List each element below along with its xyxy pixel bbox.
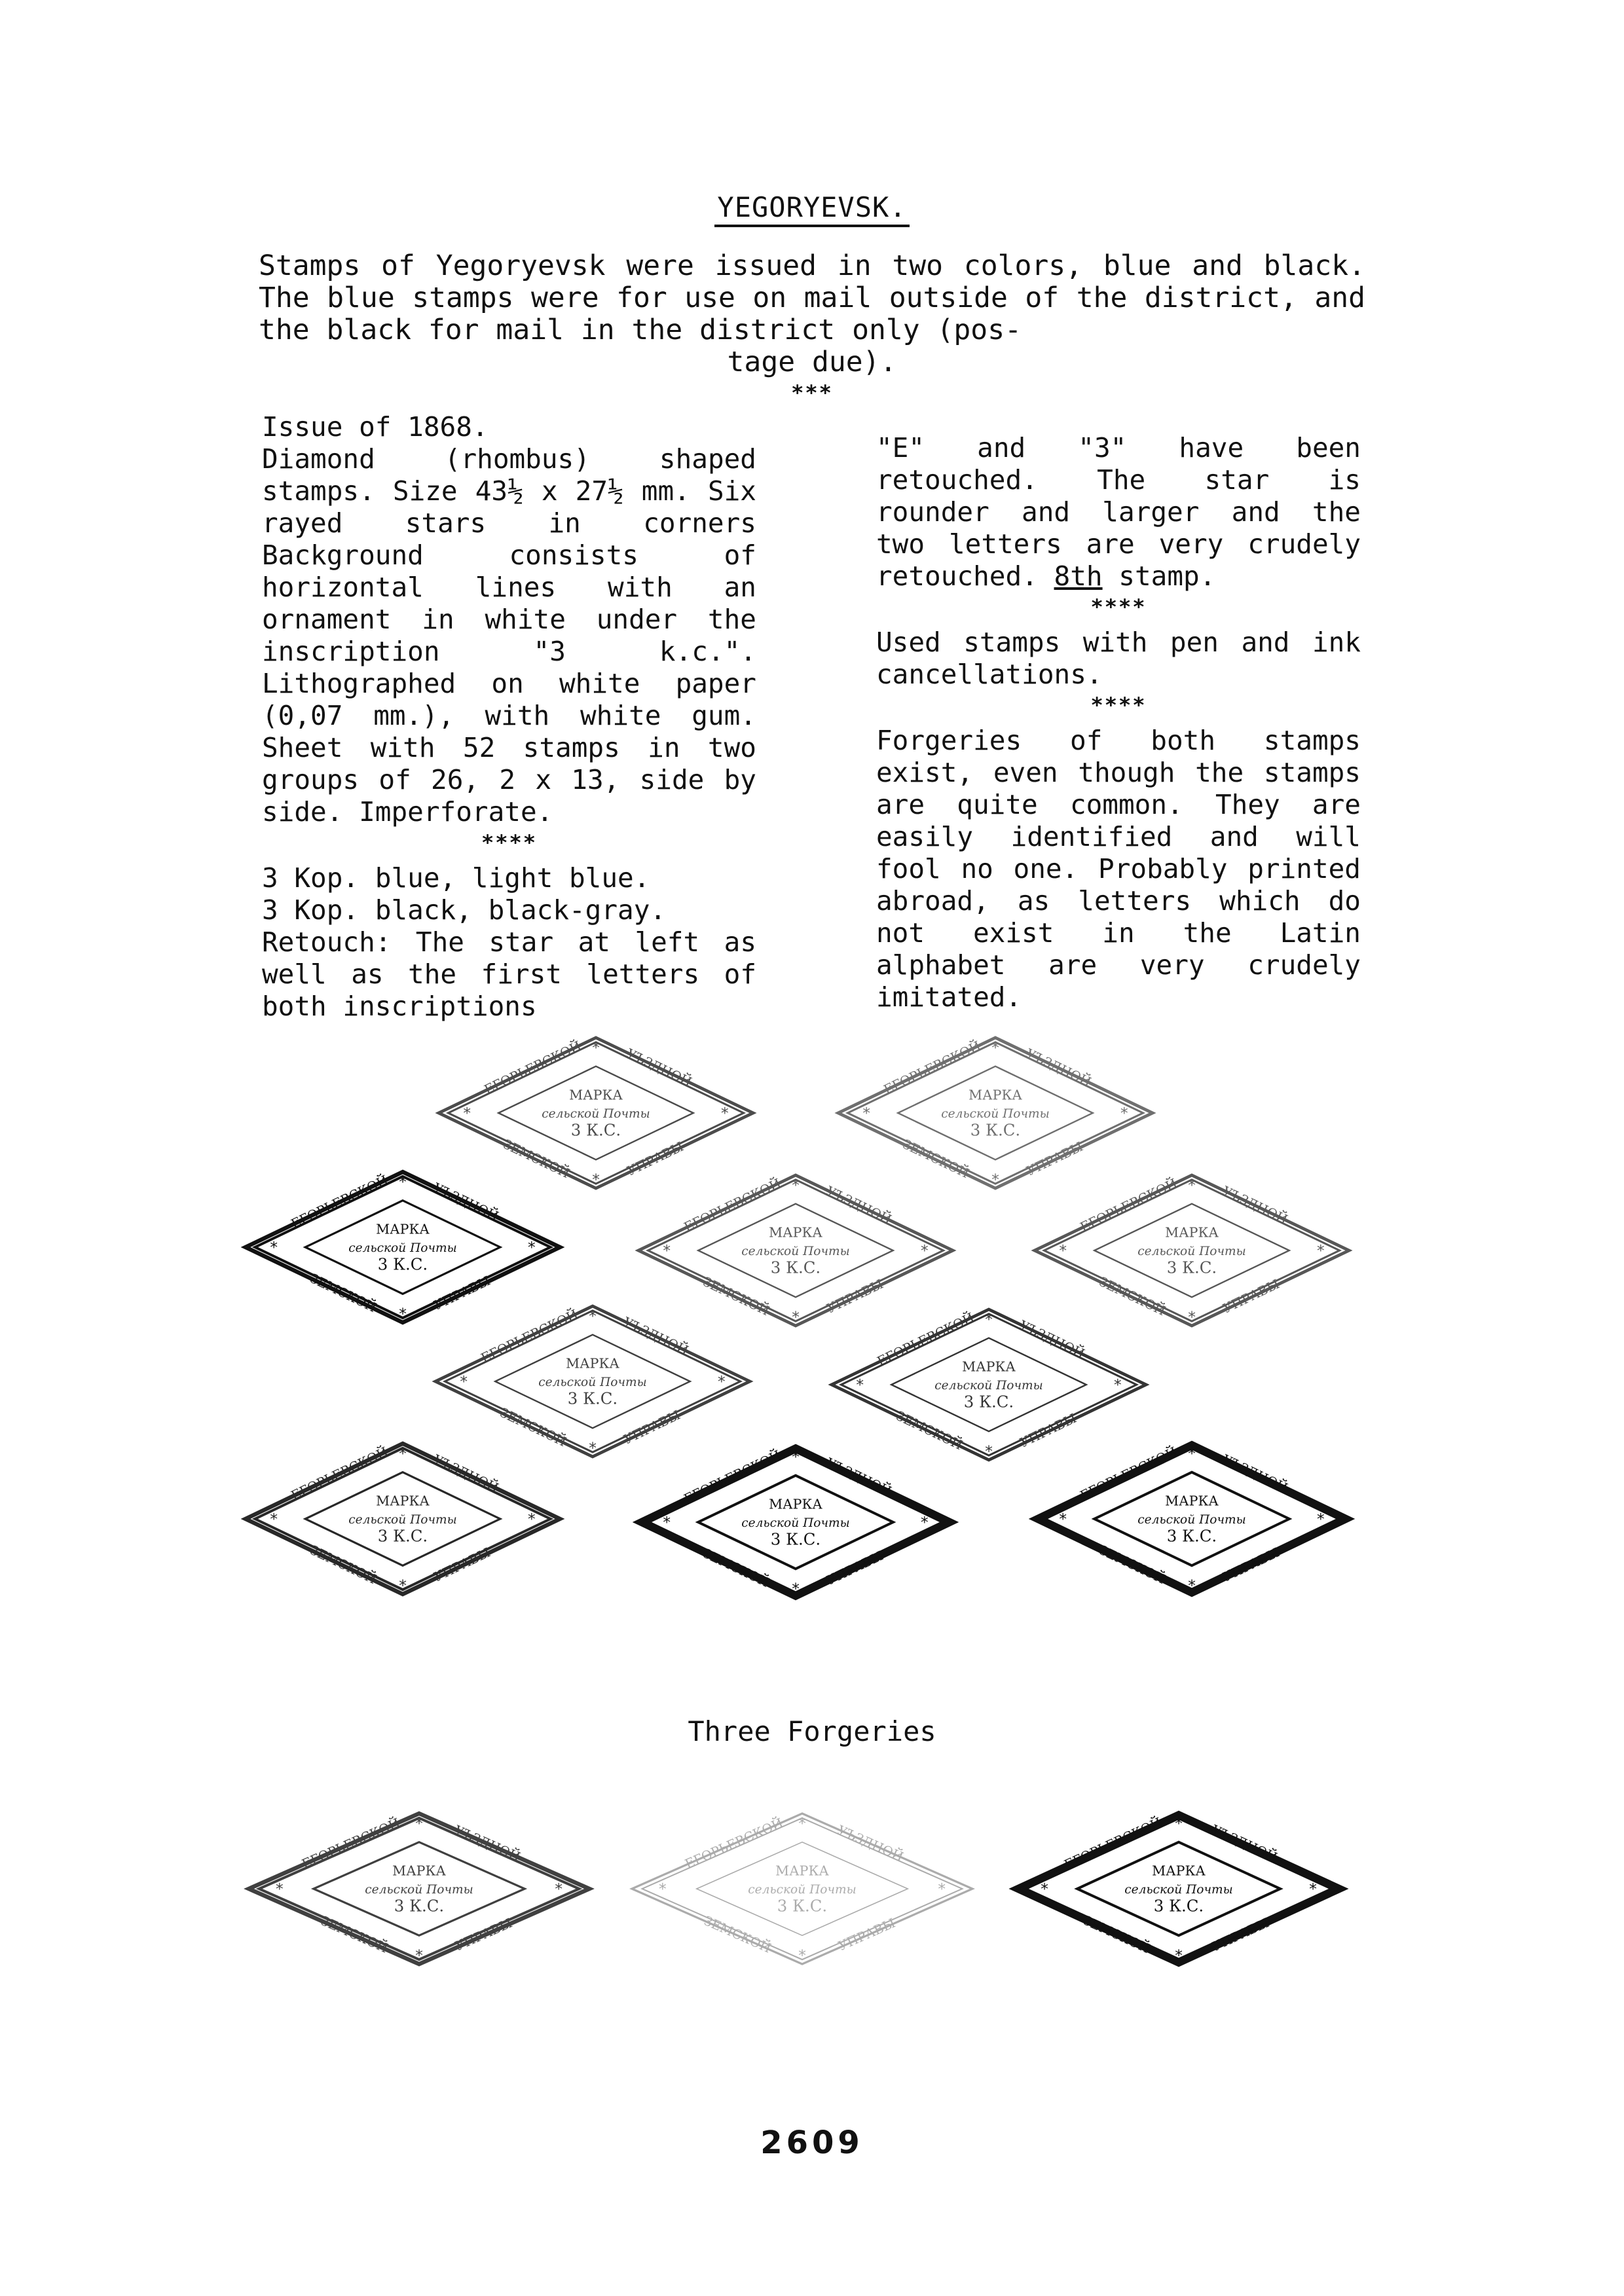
star-icon: * (1058, 1241, 1068, 1260)
stamp-top-left-inscription: ЕГОРЬЕВСКОЙ (1077, 1444, 1180, 1504)
star-icon: * (790, 1307, 801, 1326)
stamp-top-right-inscription: УЪЗДНОЙ (1209, 1821, 1280, 1865)
star-icon: * (274, 1879, 284, 1898)
stamp-value-text: 3 К.С. (970, 1120, 1021, 1140)
stamp-value-text: 3 К.С. (1166, 1526, 1217, 1546)
stamp-bottom-right-inscription: УПРАВЫ (452, 1915, 515, 1954)
star-icon: * (720, 1103, 729, 1122)
star-icon: * (919, 1512, 929, 1531)
stamp-bottom-left-inscription: ЗЕМСКОЙ (307, 1542, 379, 1588)
issue-description: Diamond (rhombus) shaped stamps. Size 43½ x 27½ mm. Six rayed stars in corners Background consists of horizontal lines with an ornament in white under the inscription "3 k.c.". Lithographed on white paper (0,07 mm.), with white gum. Sheet with 52 stamps in two groups of 26, 2 x 13, side by side. Imperforate. (262, 443, 756, 828)
stamp-9 (638, 1446, 953, 1597)
star-icon: * (1039, 1879, 1050, 1898)
used-note: Used stamps with pen and ink cancellations. (876, 627, 1361, 690)
stamp-bottom-right-inscription: УПРАВЫ (625, 1139, 686, 1179)
stamp-5 (1035, 1175, 1349, 1326)
stamp-top-right-inscription: УЪЗДНОЙ (430, 1451, 501, 1496)
retouch-continued: "E" and "3" have been retouched. The star is rounder and larger and the two letters are very crudely retouched. 8th stamp. (876, 432, 1361, 592)
stamp-7 (832, 1309, 1146, 1460)
star-icon: * (397, 1173, 408, 1191)
stamp-top-right-inscription: УЪЗДНОЙ (1016, 1317, 1087, 1362)
stamp-value-text: 3 К.С. (770, 1258, 821, 1277)
stamp-post-text: сельской Почты (941, 1106, 1050, 1121)
star-icon: * (1316, 1509, 1325, 1528)
stamp-6 (435, 1305, 750, 1457)
forgery-stamp-1 (249, 1813, 589, 1964)
star-icon: * (459, 1372, 469, 1391)
star-icon: * (984, 1442, 994, 1461)
stamp-post-text: сельской Почты (365, 1882, 473, 1897)
stamp-value-text: 3 К.С. (394, 1896, 445, 1916)
stamp-top-left-inscription: ЕГОРЬЕВСКОЙ (681, 1175, 784, 1235)
star-icon: * (269, 1509, 279, 1528)
stamp-marka-text: МАРКА (376, 1493, 430, 1509)
star-icon: * (591, 1038, 601, 1057)
right-separator-1: **** (1090, 594, 1147, 619)
stamp-top-right-inscription: УЪЗДНОЙ (1023, 1046, 1094, 1090)
stamp-marka-text: МАРКА (969, 1087, 1022, 1103)
stamp-top-right-inscription: УЪЗДНОЙ (1219, 1451, 1290, 1496)
issue-heading: Issue of 1868. (262, 411, 489, 443)
stamp-top-left-inscription: ЕГОРЬЕВСКОЙ (682, 1815, 786, 1872)
star-icon: * (1113, 1375, 1122, 1394)
star-icon: * (990, 1038, 1001, 1057)
stamp-value-text: 3 К.С. (570, 1120, 621, 1140)
stamp-value-text: 3 К.С. (567, 1389, 618, 1408)
stamp-post-text: сельской Почты (748, 1882, 857, 1897)
stamp-bottom-right-inscription: УПРАВЫ (1221, 1276, 1282, 1317)
stamp-4 (638, 1175, 953, 1326)
stamp-bottom-left-inscription: ЗЕМСКОЙ (893, 1408, 965, 1453)
star-icon: * (716, 1372, 726, 1391)
stamp-bottom-right-inscription: УПРАВЫ (621, 1407, 683, 1448)
stamp-bottom-left-inscription: ЗЕМСКОЙ (497, 1405, 569, 1450)
stamp-1 (439, 1037, 753, 1188)
stamp-top-left-inscription: ЕГОРЬЕВСКОЙ (299, 1815, 403, 1872)
stamp-top-right-inscription: УЪЗДНОЙ (452, 1822, 523, 1865)
star-icon: * (1119, 1103, 1129, 1122)
stamp-marka-text: МАРКА (962, 1358, 1016, 1375)
stamp-bottom-left-inscription: ЗЕМСКОЙ (318, 1913, 390, 1956)
stamp-marka-text: МАРКА (769, 1496, 822, 1512)
stamp-value-text: 3 К.С. (1166, 1258, 1217, 1277)
stamp-bottom-right-inscription: УПРАВЫ (1018, 1410, 1079, 1451)
star-icon: * (862, 1103, 872, 1122)
stamp-bottom-left-inscription: ЗЕМСКОЙ (700, 1546, 772, 1591)
star-icon: * (591, 1170, 601, 1189)
left-separator: **** (481, 830, 538, 855)
stamp-top-left-inscription: ЕГОРЬЕВСКОЙ (881, 1038, 984, 1098)
star-icon: * (526, 1237, 536, 1256)
stamp-marka-text: МАРКА (1152, 1863, 1206, 1879)
intro-text: Stamps of Yegoryevsk were issued in two colors, blue and black. The blue stamps were for use on mail outside of the district, and the black for mail in the district only (pos- (259, 249, 1365, 346)
forgery-stamp-3 (1015, 1813, 1342, 1964)
stamp-bottom-right-inscription: УПРАВЫ (432, 1273, 493, 1313)
star-icon: * (397, 1444, 408, 1463)
stamp-post-text: сельской Почты (538, 1375, 647, 1389)
stamp-top-left-inscription: ЕГОРЬЕВСКОЙ (478, 1306, 581, 1366)
star-icon: * (397, 1304, 408, 1323)
stamp-bottom-right-inscription: УПРАВЫ (432, 1544, 493, 1585)
stamp-post-text: сельской Почты (1137, 1244, 1246, 1258)
stamp-top-right-inscription: УЪЗДНОЙ (823, 1455, 894, 1499)
star-icon: * (1187, 1444, 1197, 1463)
stamp-top-left-inscription: ЕГОРЬЕВСКОЙ (681, 1447, 784, 1507)
stamp-8 (246, 1443, 560, 1594)
stamp-bottom-left-inscription: ЗЕМСКОЙ (900, 1137, 972, 1182)
stamp-bottom-left-inscription: ЗЕМСКОЙ (1096, 1274, 1168, 1319)
stamp-top-left-inscription: ЕГОРЬЕВСКОЙ (1061, 1814, 1164, 1872)
star-icon: * (397, 1576, 408, 1595)
stamp-top-right-inscription: УЪЗДНОЙ (823, 1183, 894, 1228)
stamp-marka-text: МАРКА (392, 1863, 446, 1879)
stamp-bottom-right-inscription: УПРАВЫ (1209, 1915, 1272, 1954)
stamp-top-left-inscription: ЕГОРЬЕВСКОЙ (481, 1038, 584, 1098)
stamp-top-right-inscription: УЪЗДНОЙ (1219, 1183, 1290, 1228)
star-icon: * (797, 1814, 807, 1832)
stamp-post-text: сельской Почты (934, 1378, 1043, 1393)
star-icon: * (1187, 1576, 1197, 1595)
page-title: YEGORYEVSK. (0, 191, 1624, 223)
stamp-bottom-right-inscription: УПРАВЫ (836, 1915, 898, 1954)
stamp-post-text: сельской Почты (348, 1512, 457, 1527)
stamp-value-text: 3 К.С. (1153, 1896, 1204, 1916)
variety-black: 3 Kop. black, black-gray. (262, 894, 667, 926)
star-icon: * (790, 1579, 801, 1598)
star-icon: * (462, 1103, 472, 1122)
stamp-value-text: 3 К.С. (963, 1392, 1014, 1412)
stamp-post-text: сельской Почты (741, 1516, 850, 1530)
star-icon: * (990, 1170, 1001, 1189)
right-separator-2: **** (1090, 693, 1147, 718)
stamp-top-right-inscription: УЪЗДНОЙ (835, 1822, 906, 1865)
stamp-top-left-inscription: ЕГОРЬЕВСКОЙ (874, 1309, 977, 1370)
stamp-marka-text: МАРКА (775, 1863, 829, 1879)
stamp-marka-text: МАРКА (1165, 1224, 1219, 1241)
forgery-stamp-2 (632, 1813, 972, 1964)
stamp-post-text: сельской Почты (542, 1106, 650, 1121)
stamp-bottom-right-inscription: УПРАВЫ (824, 1276, 886, 1317)
star-icon: * (855, 1375, 865, 1394)
star-icon: * (1316, 1241, 1325, 1260)
star-icon: * (662, 1512, 672, 1531)
star-icon: * (1187, 1176, 1197, 1194)
stamp-2 (838, 1037, 1153, 1188)
stamp-post-text: сельской Почты (348, 1241, 457, 1255)
stamp-bottom-left-inscription: ЗЕМСКОЙ (1096, 1542, 1168, 1588)
star-icon: * (587, 1307, 598, 1325)
stamp-value-text: 3 К.С. (777, 1896, 828, 1916)
stamp-marka-text: МАРКА (769, 1224, 822, 1241)
star-icon: * (1187, 1307, 1197, 1326)
stamp-post-text: сельской Почты (1137, 1512, 1246, 1527)
forgeries-caption: Three Forgeries (688, 1715, 936, 1747)
stamp-bottom-left-inscription: ЗЕМСКОЙ (700, 1274, 772, 1319)
stamp-post-text: сельской Почты (1124, 1882, 1233, 1897)
stamp-bottom-left-inscription: ЗЕМСКОЙ (500, 1137, 572, 1182)
star-icon: * (526, 1509, 536, 1528)
star-icon: * (1308, 1879, 1318, 1898)
star-icon: * (657, 1879, 667, 1898)
stamp-top-right-inscription: УЪЗДНОЙ (430, 1180, 501, 1224)
stamp-top-left-inscription: ЕГОРЬЕВСКОЙ (288, 1444, 391, 1504)
star-icon: * (414, 1946, 424, 1965)
stamp-bottom-left-inscription: ЗЕМСКОЙ (701, 1913, 773, 1956)
intro-last-line: tage due). (727, 346, 897, 378)
star-icon: * (984, 1310, 994, 1328)
star-icon: * (1173, 1814, 1184, 1832)
stamp-10 (1035, 1443, 1349, 1594)
stamp-top-left-inscription: ЕГОРЬЕВСКОЙ (1077, 1175, 1180, 1235)
stamp-marka-text: МАРКА (566, 1355, 619, 1372)
star-icon: * (919, 1241, 929, 1260)
stamp-bottom-left-inscription: ЗЕМСКОЙ (1080, 1912, 1153, 1957)
forgeries-note: Forgeries of both stamps exist, even though the stamps are quite common. They are easily identified and will fool no one. Probably printed abroad, as letters which do not exist in the Latin alphabet are very crudely imitated. (876, 725, 1361, 1013)
stamp-top-right-inscription: УЪЗДНОЙ (620, 1314, 691, 1358)
star-icon: * (269, 1237, 279, 1256)
page-number: 2609 (760, 2124, 864, 2161)
star-icon: * (587, 1438, 598, 1457)
stamp-number: 8th (1054, 560, 1103, 592)
stamp-bottom-right-inscription: УПРАВЫ (1221, 1544, 1282, 1585)
stamp-value-text: 3 К.С. (770, 1529, 821, 1549)
stamp-3 (246, 1171, 560, 1322)
stamp-value-text: 3 К.С. (377, 1526, 428, 1546)
stamp-bottom-right-inscription: УПРАВЫ (824, 1548, 886, 1588)
star-icon: * (797, 1946, 807, 1965)
stamp-post-text: сельской Почты (741, 1244, 850, 1258)
retouch-cont-text: "E" and "3" have been retouched. The star is rounder and larger and the two letters are very crudely retouched. (876, 432, 1361, 592)
stamp-top-left-inscription: ЕГОРЬЕВСКОЙ (288, 1172, 391, 1232)
stamp-value-text: 3 К.С. (377, 1254, 428, 1274)
star-icon: * (937, 1879, 947, 1898)
stamp-top-right-inscription: УЪЗДНОЙ (623, 1046, 694, 1090)
star-icon: * (414, 1814, 424, 1832)
stamp-bottom-left-inscription: ЗЕМСКОЙ (307, 1271, 379, 1316)
star-icon: * (1058, 1509, 1068, 1528)
star-icon: * (662, 1241, 672, 1260)
star-icon: * (790, 1176, 801, 1194)
stamp-marka-text: МАРКА (1165, 1493, 1219, 1509)
stamp-bottom-right-inscription: УПРАВЫ (1024, 1139, 1086, 1179)
star-icon: * (1173, 1946, 1184, 1965)
variety-blue: 3 Kop. blue, light blue. (262, 862, 650, 894)
stamp-marka-text: МАРКА (569, 1087, 623, 1103)
retouch-note: Retouch: The star at left as well as the first letters of both inscriptions (262, 926, 756, 1022)
intro-separator: *** (791, 380, 833, 405)
star-icon: * (554, 1879, 564, 1898)
stamp-marka-text: МАРКА (376, 1221, 430, 1237)
star-icon: * (790, 1448, 801, 1466)
